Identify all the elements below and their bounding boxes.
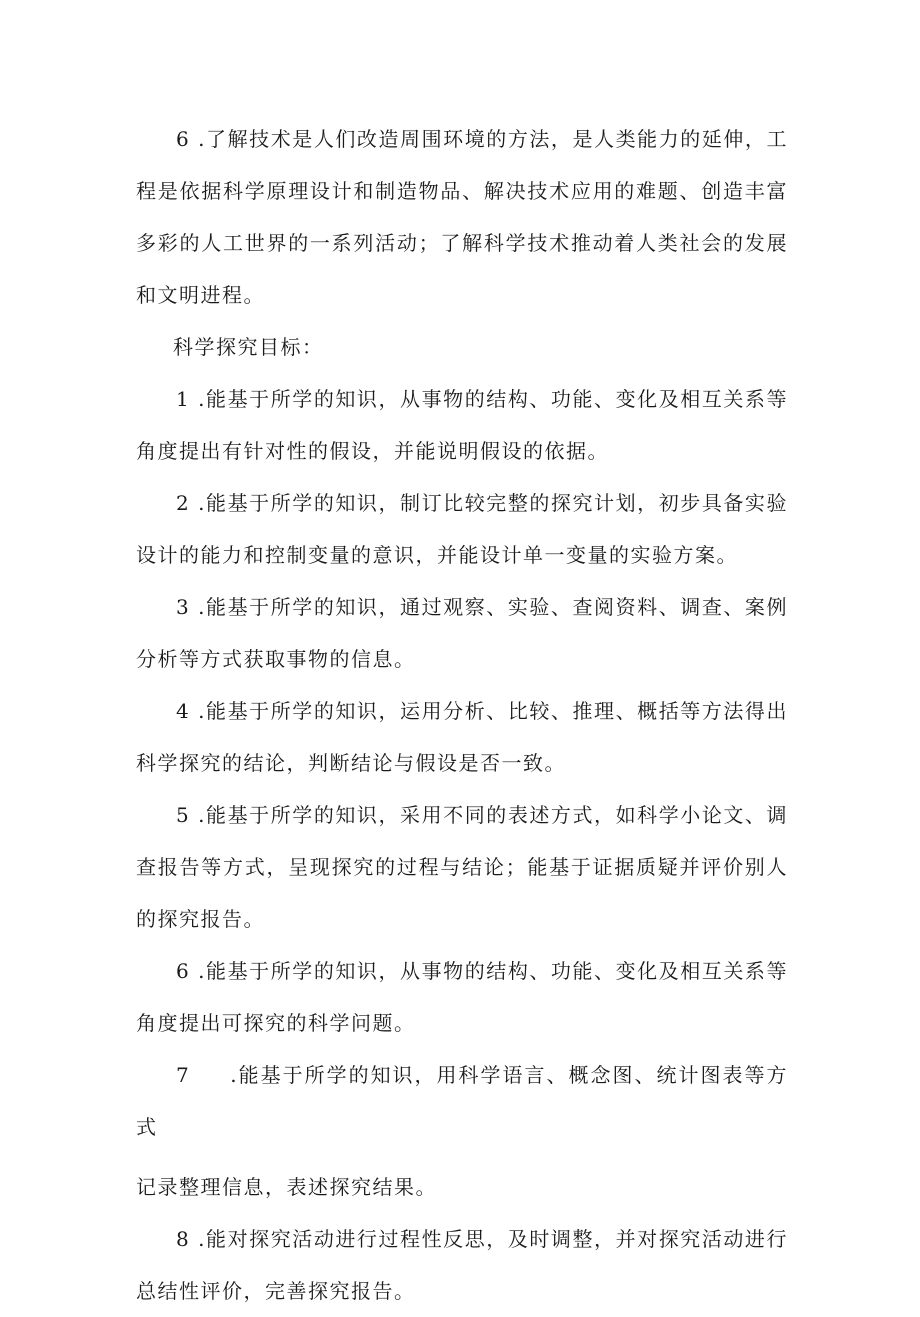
paragraph-technology-6: 6 .了解技术是人们改造周围环境的方法，是人类能力的延伸，工程是依据科学原理设计和制造物品、解决技术应用的难题、创造丰富多彩的人工世界的一系列活动；了解科学技术推动着人类社会的发展和文明进程。 [136,127,788,307]
goal-item-1: 1 .能基于所学的知识，从事物的结构、功能、变化及相互关系等角度提出有针对性的假设，并能说明假设的依据。 [136,387,788,463]
goal-item-2: 2 .能基于所学的知识，制订比较完整的探究计划，初步具备实验设计的能力和控制变量的意识，并能设计单一变量的实验方案。 [136,491,788,567]
goal-item-7-line1: .能基于所学的知识，用科学语言、概念图、统计图表等方式 [136,1063,788,1139]
goal-item-7 [136,1049,788,1213]
section-heading-scientific-inquiry-goals: 科学探究目标： [173,335,324,359]
goal-item-7-line2: 记录整理信息，表述探究结果。 [136,1175,437,1199]
goal-item-6: 6 .能基于所学的知识，从事物的结构、功能、变化及相互关系等角度提出可探究的科学问题。 [136,959,788,1035]
goal-item-8: 8 .能对探究活动进行过程性反思，及时调整，并对探究活动进行总结性评价，完善探究报告。 [136,1227,788,1303]
goal-item-5: 5 .能基于所学的知识，采用不同的表述方式，如科学小论文、调查报告等方式，呈现探究的过程与结论；能基于证据质疑并评价别人的探究报告。 [136,803,788,931]
goal-item-3: 3 .能基于所学的知识，通过观察、实验、查阅资料、调查、案例分析等方式获取事物的信息。 [136,595,788,671]
goal-item-4: 4 .能基于所学的知识，运用分析、比较、推理、概括等方法得出科学探究的结论，判断结论与假设是否一致。 [136,699,788,775]
document-body [136,113,788,1317]
goal-item-7-number: 7 [176,1063,191,1087]
